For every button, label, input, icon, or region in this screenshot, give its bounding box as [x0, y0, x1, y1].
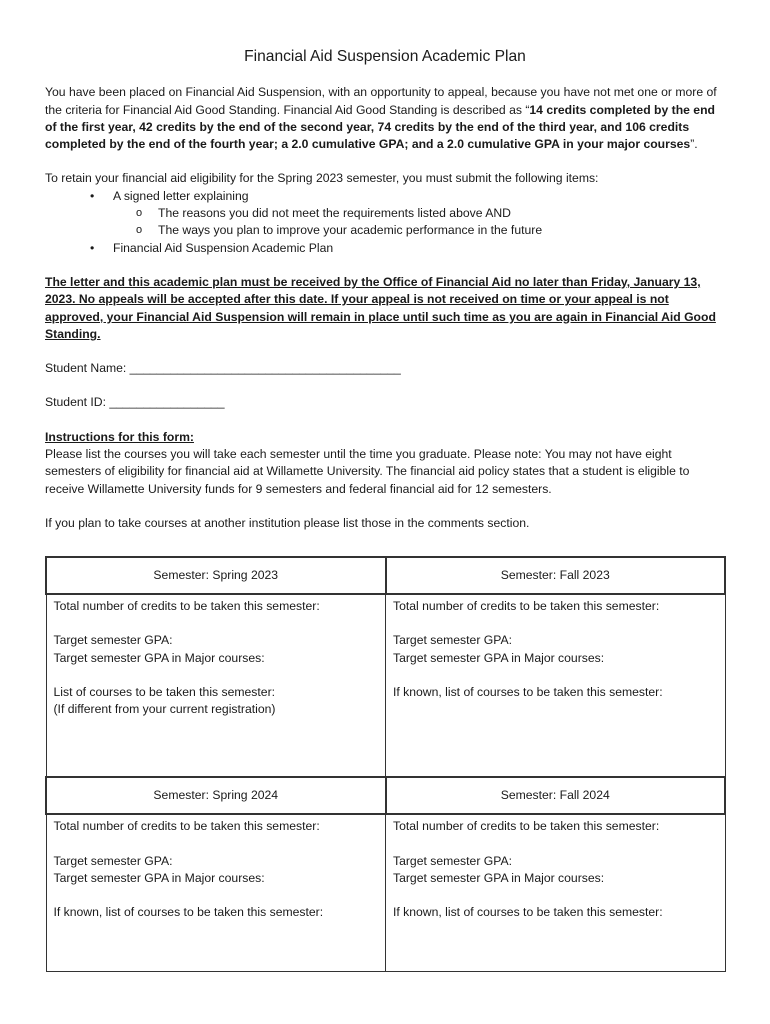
- major-gpa-label: Target semester GPA in Major courses:: [53, 870, 265, 885]
- letter-sublist: [113, 205, 725, 240]
- other-institution-note: If you plan to take courses at another institution please list those in the comments section.: [45, 515, 530, 530]
- requirements-lead: To retain your financial aid eligibility for the Spring 2023 semester, you must submit the following items:: [45, 171, 599, 186]
- gpa-label: Target semester GPA:: [393, 633, 512, 648]
- semester-cell-fall-2024[interactable]: [386, 814, 726, 971]
- student-id-field[interactable]: Student ID: _________________: [45, 395, 225, 410]
- courses-label: If known, list of courses to be taken this semester:: [393, 684, 663, 699]
- semester-header-fall-2023: Semester: Fall 2023: [386, 557, 726, 594]
- gpa-label: Target semester GPA:: [53, 633, 173, 648]
- student-name-field[interactable]: Student Name: ________________________________________: [45, 361, 401, 376]
- credits-label: Total number of credits to be taken this semester:: [393, 599, 660, 613]
- major-gpa-label: Target semester GPA in Major courses:: [53, 650, 265, 665]
- list-item: • Financial Aid Suspension Academic Plan: [45, 240, 725, 257]
- semester-header-fall-2024: Semester: Fall 2024: [386, 777, 726, 814]
- deadline-notice: The letter and this academic plan must be received by the Office of Financial Aid no later than Friday, January 13, 2023. No appeals will be accepted after this date. If your appeal is not received on time or your appeal is not approved, your Financial Aid Suspension will remain in place until such time as you are again in Financial Aid Good Standing.: [45, 274, 716, 341]
- courses-label: If known, list of courses to be taken this semester:: [393, 905, 663, 920]
- semester-cell-fall-2023[interactable]: [386, 594, 726, 777]
- courses-label: If known, list of courses to be taken this semester:: [53, 905, 324, 920]
- intro-end: ”.: [690, 137, 698, 152]
- list-item: o The ways you plan to improve your academic performance in the future: [113, 222, 725, 239]
- credits-label: Total number of credits to be taken this semester:: [53, 819, 320, 834]
- document-page: [45, 48, 725, 532]
- semester-header-spring-2024: Semester: Spring 2024: [46, 777, 386, 814]
- instructions-text: Please list the courses you will take each semester until the time you graduate. Please note: You may not have eight semesters of eligibility for financial aid at Willamette University. The financial aid policy states that a student is eligible to receive Willamette University funds for 9 semesters and federal financial aid for 12 semesters.: [45, 447, 690, 496]
- semester-header-spring-2023: Semester: Spring 2023: [46, 557, 386, 594]
- credits-label: Total number of credits to be taken this semester:: [393, 819, 660, 834]
- gpa-label: Target semester GPA:: [393, 853, 512, 868]
- intro-paragraph: [45, 84, 725, 153]
- signed-letter-item: A signed letter explaining: [113, 188, 249, 203]
- instructions-heading: Instructions for this form:: [45, 429, 194, 444]
- courses-note: (If different from your current registration): [53, 702, 276, 717]
- major-gpa-label: Target semester GPA in Major courses:: [393, 870, 605, 885]
- semester-plan-table: [45, 556, 726, 972]
- list-item: o The reasons you did not meet the requirements listed above AND: [113, 205, 725, 222]
- intro-text: You have been placed on Financial Aid Suspension, with an opportunity to appeal, because you have not met one or more of the criteria for Financial Aid Good Standing. Financial Aid Good Standing is described as “: [45, 85, 717, 117]
- major-gpa-label: Target semester GPA in Major courses:: [393, 650, 605, 665]
- good-standing-criteria: 14 credits completed by the end of the first year, 42 credits by the end of the second year, 74 credits by the end of the third year, and 106 credits completed by the end of the fourth year; a 2.0 cumulative GPA; and a 2.0 cumulative GPA in your major courses: [45, 102, 715, 152]
- credits-label: Total number of credits to be taken this semester:: [53, 599, 320, 613]
- page-title: Financial Aid Suspension Academic Plan: [244, 48, 526, 65]
- requirements-list: [45, 188, 725, 257]
- gpa-label: Target semester GPA:: [53, 853, 173, 868]
- semester-cell-spring-2024[interactable]: [46, 814, 386, 971]
- courses-label: List of courses to be taken this semester:: [53, 684, 276, 699]
- list-item: [45, 188, 725, 240]
- semester-cell-spring-2023[interactable]: [46, 594, 386, 777]
